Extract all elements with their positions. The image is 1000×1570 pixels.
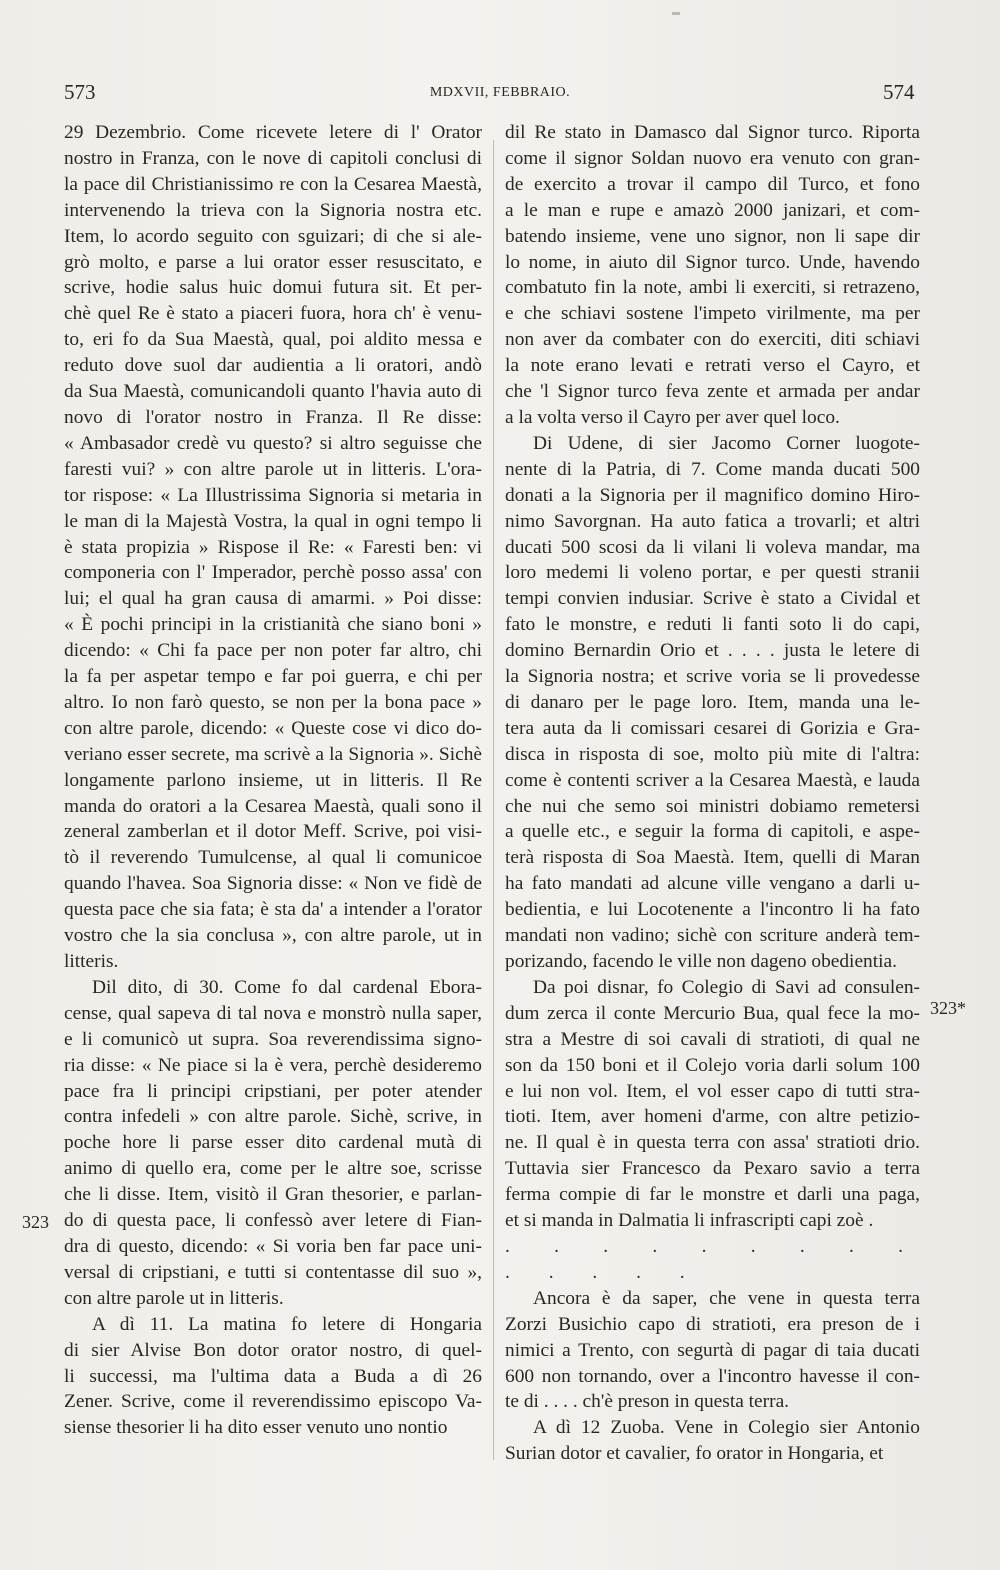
text-line: che li disse. Item, visitò il Gran thesorier, e parlan-: [64, 1184, 482, 1206]
text-line: quando l'havea. Soa Signoria disse: « Non ve fidè de: [64, 873, 482, 895]
text-line: dum zerca il conte Mercurio Bua, qual fece la mo-: [505, 1002, 920, 1024]
text-line: porizando, facendo le ville non dageno obedientia.: [505, 951, 897, 972]
text-line: tò il reverendo Tumulcense, al qual li comunicoe: [64, 847, 482, 869]
text-line: donati a la Signoria per il magnifico domino Hiro-: [505, 484, 920, 506]
text-line: domino Bernardin Orio et . . . . justa le letere di: [505, 640, 920, 662]
text-line: non aver da combater con do exerciti, diti schiavi: [505, 329, 920, 351]
text-line: Da poi disnar, fo Colegio di Savi ad consulen-: [533, 976, 920, 998]
text-line: zeneral zamberlan et il dotor Meff. Scrive, poi visi-: [64, 821, 482, 843]
right-text-column: [505, 120, 920, 1467]
text-line: come il signor Soldan nuovo era venuto con gran-: [505, 147, 920, 169]
text-line: pace fra li principi cripstiani, per poter atender: [64, 1080, 482, 1102]
text-line: « È pochi principi in la cristianità che siano boni »: [64, 614, 482, 636]
text-line: la fa per aspetar tempo e far poi guerra, e chi per: [64, 666, 482, 688]
text-line: Di Udene, di sier Jacomo Corner luogote-: [533, 432, 920, 454]
text-line: tioti. Item, aver homeni d'arme, con altre petizio-: [505, 1106, 920, 1128]
column-divider: [493, 140, 494, 1460]
page-number-right: 574: [883, 80, 915, 104]
text-line: da Sua Maestà, comunicandoli quanto l'havia auto di: [64, 381, 482, 403]
text-line: ha fato mandati ad alcune ville vengano a darli u-: [505, 873, 920, 895]
text-line: la pace dil Christianissimo re con la Cesarea Maestà,: [64, 173, 482, 195]
text-line: ria disse: « Ne piace si la è vera, perchè desideremo: [64, 1054, 482, 1076]
text-line: fato le monstre, e reduti li fanti soto li do capi,: [505, 614, 920, 636]
text-line: con altre parole, dicendo: « Queste cose vi dico do-: [64, 717, 482, 739]
text-line: manda do oratori a la Cesarea Maestà, quali sono il: [64, 795, 482, 817]
text-line: loro medemi li voleno portar, e per questi stranii: [505, 562, 920, 584]
margin-number-left: 323: [22, 1212, 49, 1232]
text-line: veriano esser secrete, ma scrivè a la Signoria ». Sichè: [64, 743, 482, 765]
text-line: scrive, hodie salus huic domui futura sit. Et per-: [64, 277, 482, 299]
text-line: litteris.: [64, 951, 119, 972]
text-line: lo nome, in aiuto dil Signor turco. Unde, havendo: [505, 251, 920, 273]
text-line: a le man e rupe e amazò 2000 janizari, et com-: [505, 199, 920, 221]
text-line: lui; el qual ha gran causa di amarmi. » Poi disse:: [64, 588, 482, 610]
text-line: Zorzi Busichio capo di stratioti, era preson de i: [505, 1313, 920, 1335]
text-line: nente di la Patria, di 7. Come manda ducati 500: [505, 458, 920, 480]
page-number-left: 573: [64, 80, 96, 104]
text-line: tor rispose: « La Illustrissima Signoria si metaria in: [64, 484, 482, 506]
text-line: li successi, ma l'ultima data a Buda a dì 26: [64, 1365, 482, 1387]
text-line: le man di la Majestà Vostra, la qual in ogni tempo li: [64, 510, 482, 532]
text-line: faresti vui? » con altre parole ut in litteris. L'ora-: [64, 458, 482, 480]
text-line: Dil dito, di 30. Come fo dal cardenal Ebora-: [92, 976, 482, 998]
text-line: dicendo: « Chi fa pace per non poter far altro, chi: [64, 640, 482, 662]
text-line: a quelle etc., e seguir la forma di capitoli, e aspe-: [505, 821, 920, 843]
text-line: Surian dotor et cavalier, fo orator in Hongaria, et: [505, 1443, 884, 1465]
ink-mark: [672, 12, 680, 15]
text-line: et si manda in Dalmatia li infrascripti capi zoè .: [505, 1210, 874, 1232]
text-line: batendo insieme, vene uno signor, non li sape dir: [505, 225, 920, 247]
text-line: 29 Dezembrio. Come ricevete letere di l' Orator: [64, 122, 482, 143]
page-header: [0, 80, 1000, 110]
text-line: poche hore li parse esser dito cardenal mutà di: [64, 1132, 482, 1154]
margin-number-right: 323*: [930, 998, 966, 1018]
text-line: disca in risposta di soe, molto più mite di l'altra:: [505, 743, 920, 765]
text-line: dra di questo, dicendo: « Si voria ben far pace uni-: [64, 1235, 482, 1257]
text-line: con altre parole ut in litteris.: [64, 1287, 284, 1309]
text-line: combatuto fin la note, ambi li exerciti, si retrazeno,: [505, 277, 920, 299]
text-line: son da 150 boni et il Colejo voria darli solum 100: [505, 1054, 920, 1076]
text-line: come è contenti scriver a la Cesarea Maestà, e lauda: [505, 769, 920, 791]
text-line: e li comunicò ut supra. Soa reverendissima signo-: [64, 1028, 482, 1050]
text-line: nimici a Trento, con segurtà di pagar di taia ducati: [505, 1339, 920, 1361]
text-line: ferma compie di far le monstre et darli una paga,: [505, 1184, 920, 1206]
text-line: altro. Io non farò questo, se non per la bona pace »: [64, 691, 482, 713]
text-line: « Ambasador credè vu questo? si altro seguisse che: [64, 432, 482, 454]
text-line: animo di quello era, come per le altre soe, scrisse: [64, 1158, 482, 1180]
text-line: mandati non vadino; sichè con scriture anderà tem-: [505, 925, 920, 947]
text-line: 600 non tornando, over a l'incontro havesse il con-: [505, 1365, 920, 1387]
text-line: è stata propizia » Rispose il Re: « Faresti ben: vi: [64, 536, 482, 558]
text-line: vostro che la sia conclusa », con altre parole, ut in: [64, 925, 482, 947]
text-line: versal di cripstiani, e tutti si contentasse dil suo »,: [64, 1261, 482, 1283]
text-line: nimo Savorgnan. Ha auto fatica a trovarli; et altri: [505, 510, 920, 532]
text-line: ne. Il qual è in questa terra con assa' stratioti drio.: [505, 1132, 920, 1154]
text-line: de exercito a trovar il campo dil Turco, et fono: [505, 173, 920, 195]
text-line: Item, lo acordo seguito con sguizari; di che si ale-: [64, 225, 482, 247]
text-line: e che schiavi sostene l'impeto virilmente, ma per: [505, 303, 920, 325]
text-line: reduto dove suol dar audientia a li oratori, andò: [64, 355, 482, 377]
text-line: intervenendo la trieva con la Signoria nostra etc.: [64, 199, 482, 221]
text-line: nostro in Franza, con le nove di capitoli conclusi di: [64, 147, 482, 169]
text-line: grò molto, e parse a lui orator esser resuscitato, e: [64, 251, 482, 273]
text-line: a la volta verso il Cayro per aver quel loco.: [505, 406, 840, 428]
text-line: terà risposta di Soa Maestà. Item, quelli di Maran: [505, 847, 920, 869]
text-line: bedientia, e lui Locotenente a l'incontro li ha fato: [505, 899, 920, 921]
text-line: tera auta da li comissari cesarei di Gorizia e Gra-: [505, 717, 920, 739]
text-line: la note erano levati e retrati verso el Cayro, et: [505, 355, 920, 377]
text-line: longamente parlono insieme, ut in litteris. Il Re: [64, 769, 482, 791]
text-line: che nui che semo soi ministri dobiamo remetersi: [505, 795, 920, 817]
text-line: ducati 500 scosi da li vilani li voleva mandar, ma: [505, 536, 920, 558]
text-line: Ancora è da saper, che vene in questa terra: [533, 1287, 920, 1309]
text-line: chè quel Re è stato a piaceri fuora, hora ch' è venu-: [64, 303, 482, 325]
text-line: che 'l Signor turco feva zente et armada per andar: [505, 381, 920, 403]
text-line: tempi convien indusiar. Scrive è stato a Cividal et: [505, 588, 920, 610]
text-line: te di . . . . ch'è preson in questa terra.: [505, 1391, 790, 1413]
text-line: contra infedeli » con altre parole. Sichè, scrive, in: [64, 1106, 482, 1128]
text-line: di sier Alvise Bon dotor orator nostro, di quel-: [64, 1339, 482, 1361]
left-text-column: [64, 120, 482, 1441]
text-line: di danaro per le page loro. Item, manda una le-: [505, 691, 920, 713]
text-line: . . . . . . . . . . . . . .: [505, 1235, 920, 1283]
text-line: Zener. Scrive, come il reverendissimo episcopo Va-: [64, 1391, 482, 1413]
text-line: do di questa pace, li confessò aver letere di Fian-: [64, 1210, 482, 1232]
text-line: A dì 12 Zuoba. Vene in Colegio sier Antonio: [533, 1417, 920, 1439]
text-line: dil Re stato in Damasco dal Signor turco. Riporta: [505, 122, 920, 143]
text-line: stra a Mestre di soi cavali di stratioti, di qual ne: [505, 1028, 920, 1050]
text-line: e lui non vol. Item, el vol esser capo di tutti stra-: [505, 1080, 920, 1102]
text-line: componeria con l' Imperador, perchè posso assa' con: [64, 562, 482, 584]
text-line: A dì 11. La matina fo letere di Hongaria: [92, 1313, 482, 1335]
running-title: MDXVII, FEBBRAIO.: [429, 85, 571, 100]
text-line: novo di l'orator nostro in Franza. Il Re disse:: [64, 406, 482, 428]
text-line: Tuttavia sier Francesco da Pexaro savio a terra: [505, 1158, 920, 1180]
text-line: la Signoria nostra; et scrive voria se li provedesse: [505, 666, 920, 688]
text-line: siense thesorier li ha dito esser venuto uno nontio: [64, 1417, 448, 1439]
text-line: questa pace che sia fata; è sta da' a intender a l'orator: [64, 899, 482, 921]
text-line: cense, qual sapeva di tal nova e monstrò nulla saper,: [64, 1002, 482, 1024]
text-line: to, eri fo da Sua Maestà, qual, poi aldito messa e: [64, 329, 482, 351]
